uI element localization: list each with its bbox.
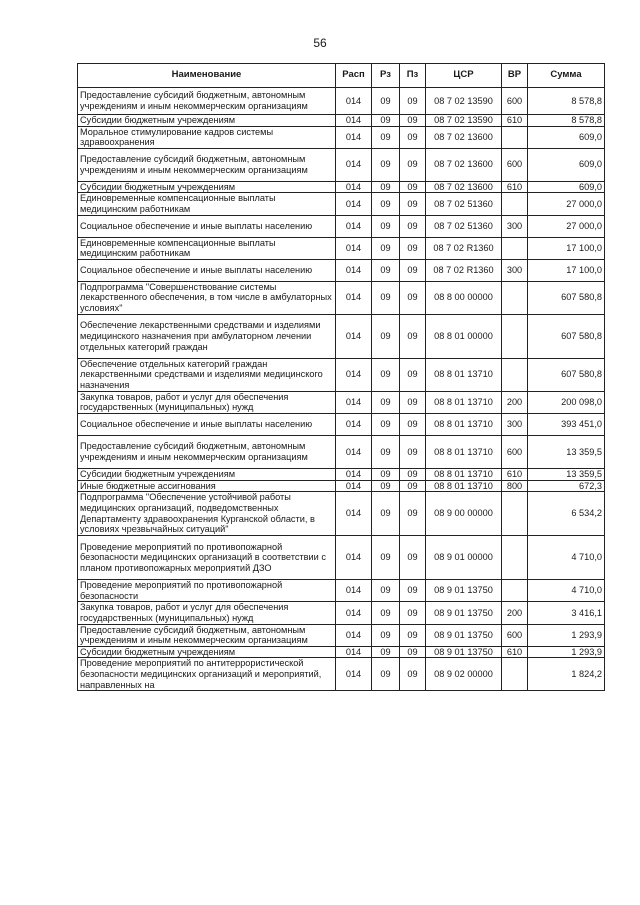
table-header-row xyxy=(78,64,605,88)
cell-sum: 8 578,8 xyxy=(528,115,605,127)
cell-rz: 09 xyxy=(372,314,400,358)
cell-rasp: 014 xyxy=(336,88,372,115)
cell-rasp: 014 xyxy=(336,492,372,536)
cell-vr: 600 xyxy=(502,435,528,468)
cell-vr xyxy=(502,126,528,148)
cell-vr: 800 xyxy=(502,480,528,492)
cell-name: Предоставление субсидий бюджетным, автономным учреждениям и иным некоммерческим организациям xyxy=(78,148,336,181)
table-row xyxy=(78,358,605,391)
cell-pz: 09 xyxy=(400,88,426,115)
cell-sum: 1 293,9 xyxy=(528,624,605,646)
cell-rasp: 014 xyxy=(336,536,372,580)
cell-name: Проведение мероприятий по антитеррористической безопасности медицинских организаций и мероприятий, направленных на xyxy=(78,658,336,691)
table-row xyxy=(78,148,605,181)
cell-rz: 09 xyxy=(372,413,400,435)
cell-pz: 09 xyxy=(400,391,426,413)
cell-sum: 27 000,0 xyxy=(528,215,605,237)
cell-sum: 13 359,5 xyxy=(528,435,605,468)
cell-vr: 610 xyxy=(502,468,528,480)
cell-csr: 08 9 00 00000 xyxy=(426,492,502,536)
cell-csr: 08 9 01 13750 xyxy=(426,646,502,658)
cell-rz: 09 xyxy=(372,237,400,259)
cell-name: Предоставление субсидий бюджетным, автономным учреждениям и иным некоммерческим организациям xyxy=(78,624,336,646)
cell-pz: 09 xyxy=(400,602,426,624)
cell-csr: 08 8 00 00000 xyxy=(426,281,502,314)
header-csr: ЦСР xyxy=(426,64,502,88)
cell-sum: 8 578,8 xyxy=(528,88,605,115)
cell-pz: 09 xyxy=(400,646,426,658)
cell-vr: 300 xyxy=(502,413,528,435)
cell-csr: 08 8 01 13710 xyxy=(426,468,502,480)
cell-rasp: 014 xyxy=(336,314,372,358)
cell-vr: 610 xyxy=(502,115,528,127)
cell-vr: 200 xyxy=(502,602,528,624)
cell-pz: 09 xyxy=(400,314,426,358)
cell-rasp: 014 xyxy=(336,115,372,127)
page-number: 56 xyxy=(313,36,327,50)
cell-csr: 08 9 01 13750 xyxy=(426,602,502,624)
cell-sum: 393 451,0 xyxy=(528,413,605,435)
cell-rasp: 014 xyxy=(336,148,372,181)
cell-pz: 09 xyxy=(400,658,426,691)
table-row xyxy=(78,435,605,468)
cell-name: Предоставление субсидий бюджетным, автономным учреждениям и иным некоммерческим организациям xyxy=(78,435,336,468)
cell-sum: 17 100,0 xyxy=(528,237,605,259)
header-sum: Сумма xyxy=(528,64,605,88)
cell-sum: 4 710,0 xyxy=(528,536,605,580)
cell-rasp: 014 xyxy=(336,658,372,691)
table-row xyxy=(78,281,605,314)
table-row xyxy=(78,215,605,237)
cell-csr: 08 7 02 13590 xyxy=(426,88,502,115)
cell-csr: 08 7 02 13600 xyxy=(426,148,502,181)
cell-rasp: 014 xyxy=(336,391,372,413)
cell-vr: 600 xyxy=(502,148,528,181)
table-row xyxy=(78,413,605,435)
cell-rz: 09 xyxy=(372,658,400,691)
cell-csr: 08 8 01 13710 xyxy=(426,413,502,435)
cell-rz: 09 xyxy=(372,480,400,492)
table-row xyxy=(78,259,605,281)
cell-name: Единовременные компенсационные выплаты медицинским работникам xyxy=(78,193,336,215)
cell-name: Субсидии бюджетным учреждениям xyxy=(78,646,336,658)
cell-pz: 09 xyxy=(400,181,426,193)
cell-rz: 09 xyxy=(372,215,400,237)
cell-name: Иные бюджетные ассигнования xyxy=(78,480,336,492)
cell-pz: 09 xyxy=(400,115,426,127)
table-row xyxy=(78,658,605,691)
cell-rz: 09 xyxy=(372,193,400,215)
cell-rz: 09 xyxy=(372,391,400,413)
cell-sum: 6 534,2 xyxy=(528,492,605,536)
cell-sum: 672,3 xyxy=(528,480,605,492)
cell-rz: 09 xyxy=(372,88,400,115)
cell-rz: 09 xyxy=(372,148,400,181)
table-row xyxy=(78,237,605,259)
cell-rasp: 014 xyxy=(336,358,372,391)
cell-pz: 09 xyxy=(400,215,426,237)
cell-pz: 09 xyxy=(400,624,426,646)
cell-name: Субсидии бюджетным учреждениям xyxy=(78,115,336,127)
cell-sum: 607 580,8 xyxy=(528,281,605,314)
cell-rasp: 014 xyxy=(336,468,372,480)
cell-sum: 607 580,8 xyxy=(528,358,605,391)
table-row xyxy=(78,580,605,602)
table-row xyxy=(78,492,605,536)
table-row xyxy=(78,624,605,646)
table-row xyxy=(78,193,605,215)
cell-sum: 200 098,0 xyxy=(528,391,605,413)
cell-rasp: 014 xyxy=(336,237,372,259)
cell-rasp: 014 xyxy=(336,413,372,435)
cell-vr xyxy=(502,281,528,314)
cell-vr: 610 xyxy=(502,646,528,658)
cell-csr: 08 7 02 13590 xyxy=(426,115,502,127)
cell-pz: 09 xyxy=(400,435,426,468)
table-row xyxy=(78,480,605,492)
table-row xyxy=(78,536,605,580)
cell-name: Предоставление субсидий бюджетным, автономным учреждениям и иным некоммерческим организациям xyxy=(78,88,336,115)
cell-rz: 09 xyxy=(372,115,400,127)
cell-csr: 08 9 01 13750 xyxy=(426,580,502,602)
cell-pz: 09 xyxy=(400,237,426,259)
cell-csr: 08 8 01 13710 xyxy=(426,358,502,391)
cell-csr: 08 8 01 13710 xyxy=(426,480,502,492)
cell-vr: 600 xyxy=(502,624,528,646)
cell-rasp: 014 xyxy=(336,480,372,492)
cell-rz: 09 xyxy=(372,468,400,480)
cell-rasp: 014 xyxy=(336,646,372,658)
cell-csr: 08 7 02 R1360 xyxy=(426,237,502,259)
cell-rasp: 014 xyxy=(336,259,372,281)
cell-pz: 09 xyxy=(400,259,426,281)
cell-csr: 08 7 02 51360 xyxy=(426,215,502,237)
cell-sum: 1 293,9 xyxy=(528,646,605,658)
cell-csr: 08 8 01 13710 xyxy=(426,391,502,413)
cell-pz: 09 xyxy=(400,193,426,215)
cell-csr: 08 7 02 R1360 xyxy=(426,259,502,281)
header-name: Наименование xyxy=(78,64,336,88)
cell-rasp: 014 xyxy=(336,193,372,215)
cell-rz: 09 xyxy=(372,281,400,314)
table-row xyxy=(78,468,605,480)
cell-rasp: 014 xyxy=(336,126,372,148)
cell-rz: 09 xyxy=(372,126,400,148)
cell-sum: 3 416,1 xyxy=(528,602,605,624)
table-row xyxy=(78,126,605,148)
cell-sum: 609,0 xyxy=(528,148,605,181)
table-row xyxy=(78,88,605,115)
cell-vr xyxy=(502,536,528,580)
cell-pz: 09 xyxy=(400,580,426,602)
cell-rz: 09 xyxy=(372,624,400,646)
cell-rasp: 014 xyxy=(336,181,372,193)
cell-sum: 13 359,5 xyxy=(528,468,605,480)
cell-rasp: 014 xyxy=(336,435,372,468)
cell-sum: 27 000,0 xyxy=(528,193,605,215)
cell-csr: 08 7 02 13600 xyxy=(426,181,502,193)
header-rasp: Расп xyxy=(336,64,372,88)
cell-rz: 09 xyxy=(372,181,400,193)
cell-rz: 09 xyxy=(372,259,400,281)
budget-table xyxy=(77,63,605,691)
table-row xyxy=(78,115,605,127)
cell-sum: 1 824,2 xyxy=(528,658,605,691)
cell-csr: 08 7 02 13600 xyxy=(426,126,502,148)
cell-name: Социальное обеспечение и иные выплаты населению xyxy=(78,413,336,435)
cell-rasp: 014 xyxy=(336,215,372,237)
cell-name: Проведение мероприятий по противопожарной безопасности медицинских организаций в соответствии с планом противопожарных мероприятий ДЗО xyxy=(78,536,336,580)
cell-pz: 09 xyxy=(400,536,426,580)
cell-vr: 600 xyxy=(502,88,528,115)
cell-csr: 08 8 01 13710 xyxy=(426,435,502,468)
cell-csr: 08 9 02 00000 xyxy=(426,658,502,691)
cell-vr xyxy=(502,314,528,358)
cell-csr: 08 8 01 00000 xyxy=(426,314,502,358)
cell-rz: 09 xyxy=(372,536,400,580)
cell-name: Проведение мероприятий по противопожарной безопасности xyxy=(78,580,336,602)
cell-pz: 09 xyxy=(400,358,426,391)
cell-name: Моральное стимулирование кадров системы здравоохранения xyxy=(78,126,336,148)
cell-rz: 09 xyxy=(372,435,400,468)
cell-rasp: 014 xyxy=(336,602,372,624)
cell-vr: 610 xyxy=(502,181,528,193)
cell-rz: 09 xyxy=(372,646,400,658)
cell-name: Закупка товаров, работ и услуг для обеспечения государственных (муниципальных) нужд xyxy=(78,602,336,624)
cell-name: Единовременные компенсационные выплаты медицинским работникам xyxy=(78,237,336,259)
table-row xyxy=(78,181,605,193)
cell-vr xyxy=(502,358,528,391)
cell-vr: 300 xyxy=(502,259,528,281)
cell-vr xyxy=(502,193,528,215)
cell-sum: 609,0 xyxy=(528,181,605,193)
cell-sum: 4 710,0 xyxy=(528,580,605,602)
table-row xyxy=(78,391,605,413)
cell-name: Обеспечение отдельных категорий граждан лекарственными средствами и изделиями медицинского назначения xyxy=(78,358,336,391)
cell-csr: 08 7 02 51360 xyxy=(426,193,502,215)
cell-name: Подпрограмма "Обеспечение устойчивой работы медицинских организаций, подведомственных Департаменту здравоохранения Курганской области, в условиях чрезвычайных ситуаций" xyxy=(78,492,336,536)
cell-name: Социальное обеспечение и иные выплаты населению xyxy=(78,215,336,237)
cell-sum: 17 100,0 xyxy=(528,259,605,281)
table-row xyxy=(78,314,605,358)
cell-pz: 09 xyxy=(400,413,426,435)
cell-vr xyxy=(502,237,528,259)
cell-vr xyxy=(502,658,528,691)
cell-sum: 609,0 xyxy=(528,126,605,148)
cell-rz: 09 xyxy=(372,580,400,602)
cell-pz: 09 xyxy=(400,480,426,492)
table-row xyxy=(78,602,605,624)
cell-pz: 09 xyxy=(400,492,426,536)
cell-name: Социальное обеспечение и иные выплаты населению xyxy=(78,259,336,281)
cell-vr: 300 xyxy=(502,215,528,237)
cell-name: Закупка товаров, работ и услуг для обеспечения государственных (муниципальных) нужд xyxy=(78,391,336,413)
cell-rz: 09 xyxy=(372,358,400,391)
header-pz: Пз xyxy=(400,64,426,88)
cell-pz: 09 xyxy=(400,148,426,181)
cell-pz: 09 xyxy=(400,281,426,314)
cell-name: Субсидии бюджетным учреждениям xyxy=(78,468,336,480)
cell-pz: 09 xyxy=(400,468,426,480)
cell-name: Подпрограмма "Совершенствование системы лекарственного обеспечения, в том числе в амбулаторных условиях" xyxy=(78,281,336,314)
cell-name: Субсидии бюджетным учреждениям xyxy=(78,181,336,193)
cell-rz: 09 xyxy=(372,492,400,536)
cell-vr xyxy=(502,492,528,536)
cell-rz: 09 xyxy=(372,602,400,624)
cell-csr: 08 9 01 00000 xyxy=(426,536,502,580)
header-rz: Рз xyxy=(372,64,400,88)
cell-vr: 200 xyxy=(502,391,528,413)
header-vr: ВР xyxy=(502,64,528,88)
cell-rasp: 014 xyxy=(336,281,372,314)
cell-csr: 08 9 01 13750 xyxy=(426,624,502,646)
cell-rasp: 014 xyxy=(336,580,372,602)
cell-rasp: 014 xyxy=(336,624,372,646)
cell-vr xyxy=(502,580,528,602)
cell-name: Обеспечение лекарственными средствами и изделиями медицинского назначения при амбулаторном лечении отдельных категорий граждан xyxy=(78,314,336,358)
table-row xyxy=(78,646,605,658)
cell-pz: 09 xyxy=(400,126,426,148)
cell-sum: 607 580,8 xyxy=(528,314,605,358)
